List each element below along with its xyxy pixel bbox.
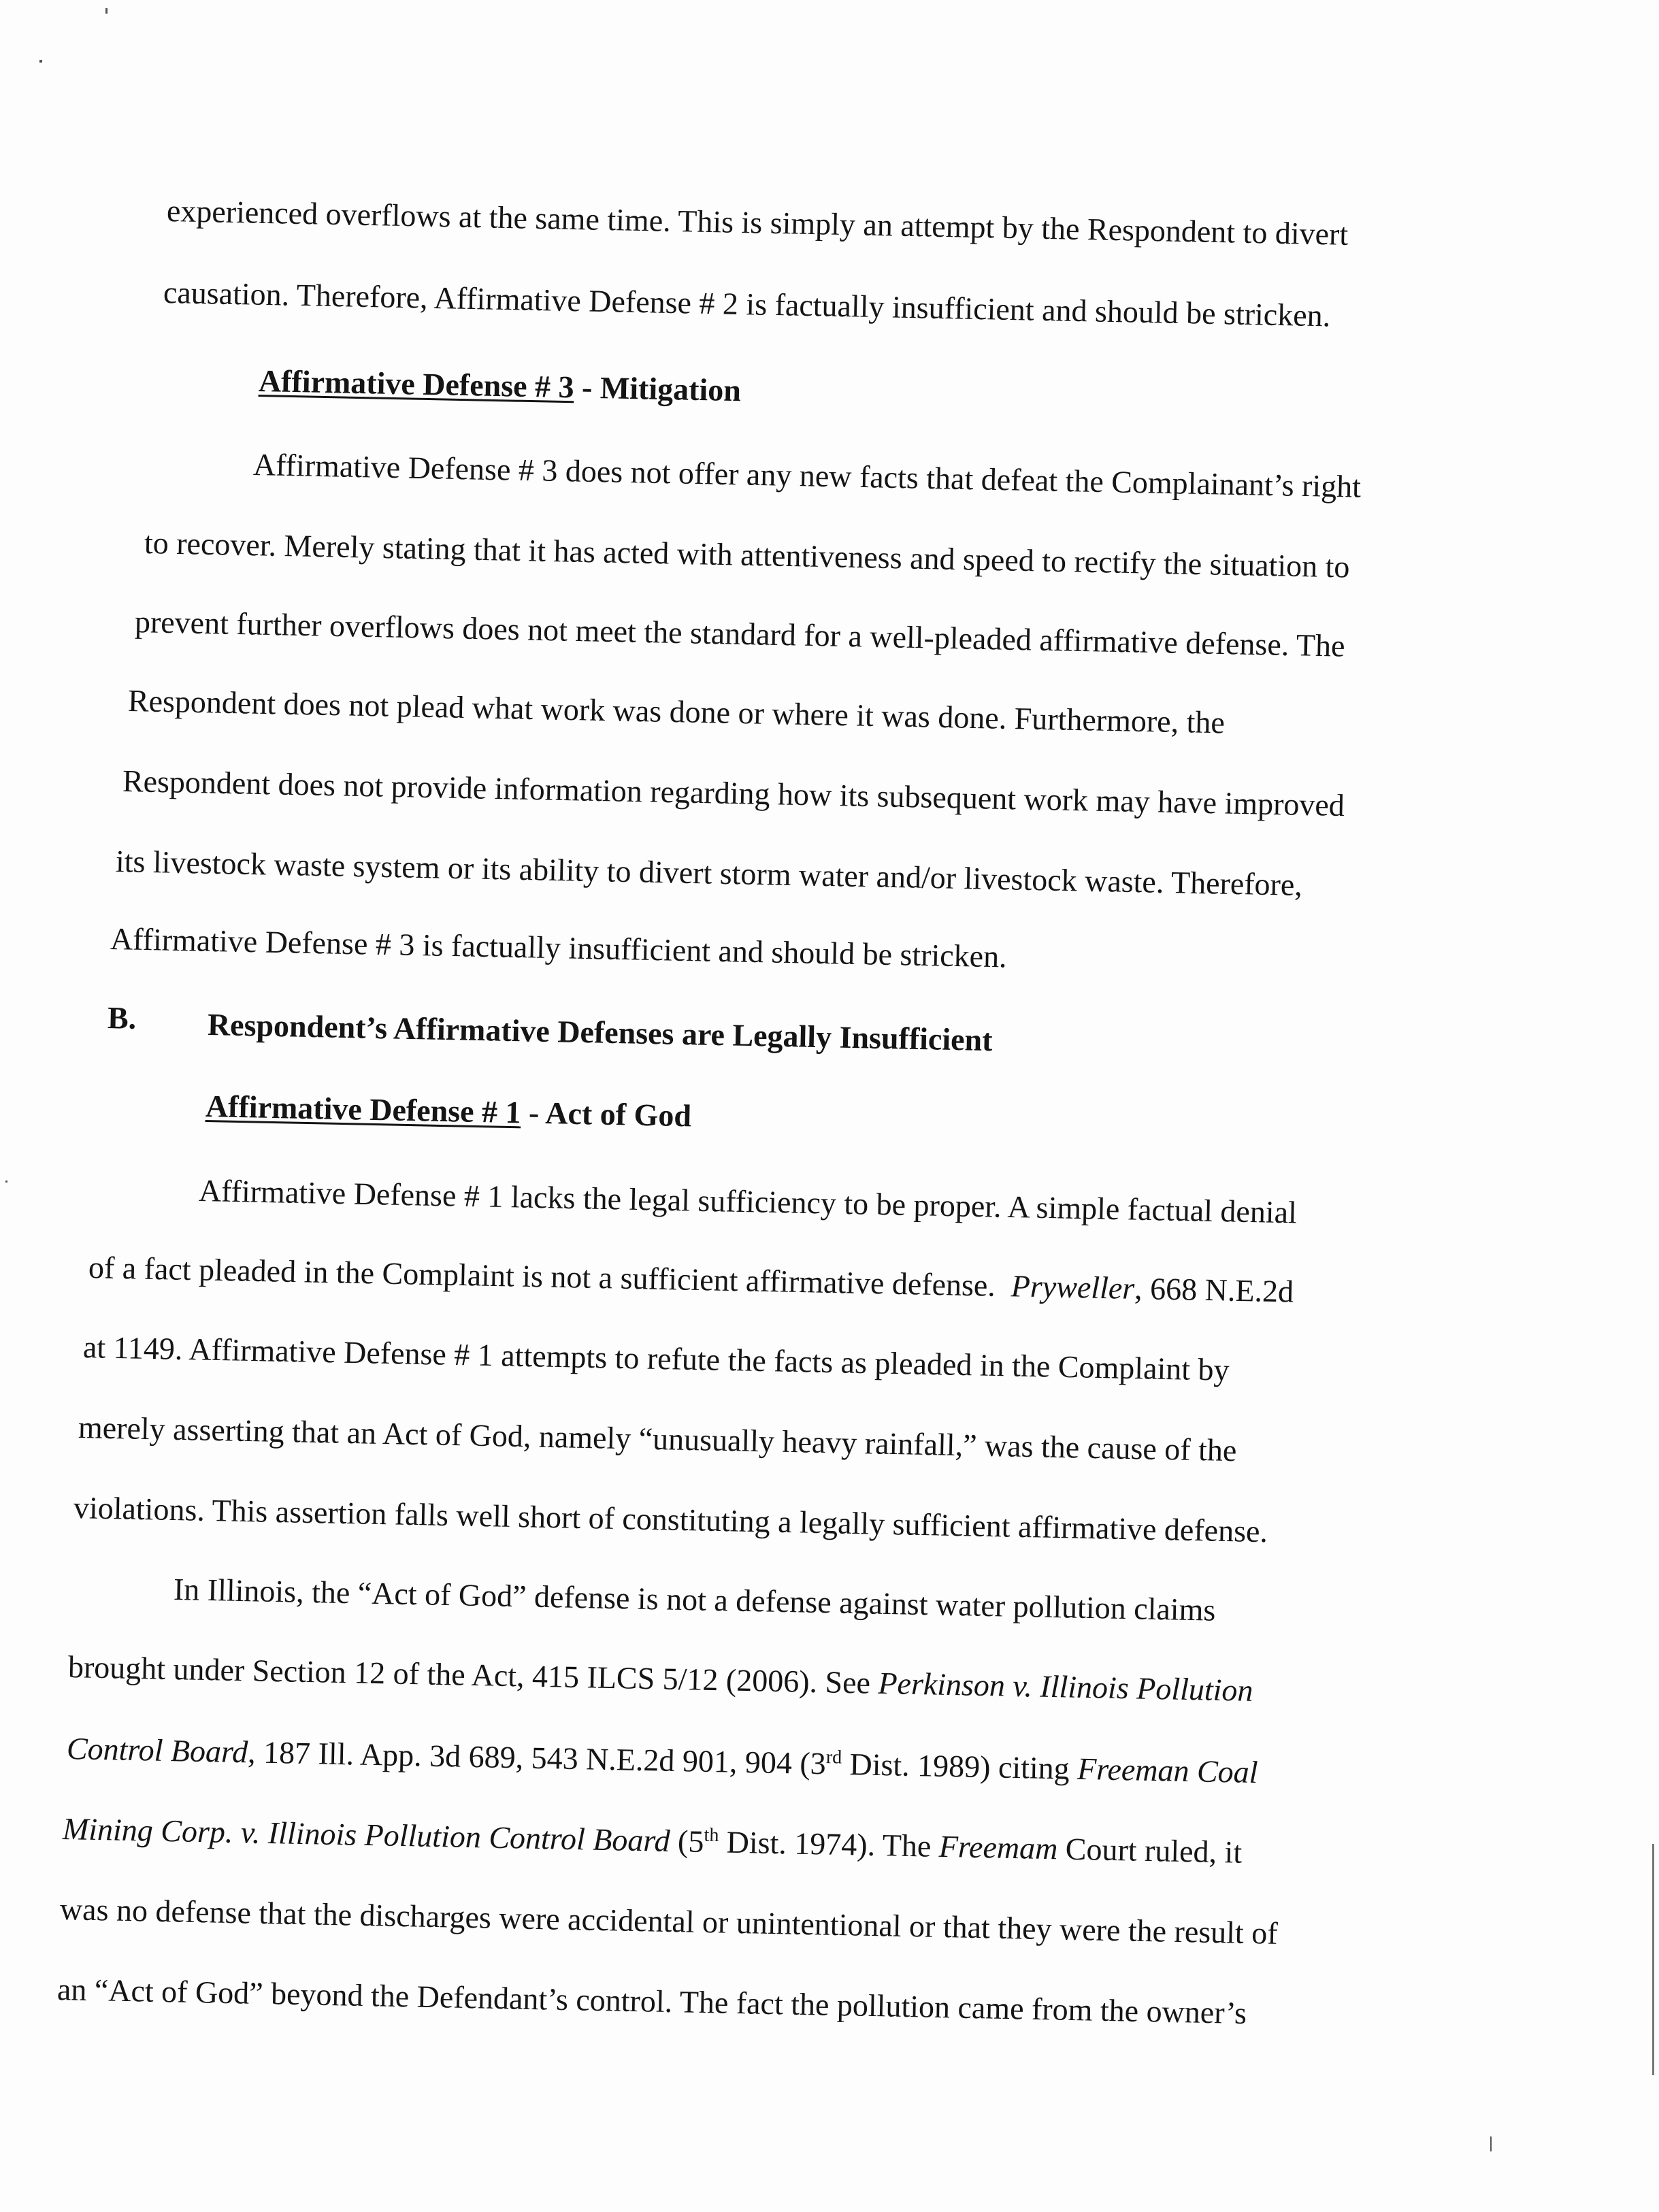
- body-text-line: violations. This assertion falls well short of constituting a legally sufficient affirmative defense.: [73, 1490, 1268, 1549]
- heading-rest-label: - Mitigation: [574, 369, 742, 408]
- case-citation: Freeman Coal: [1077, 1751, 1259, 1790]
- body-text-line: [62, 1810, 1242, 1872]
- body-text-line: an “Act of God” beyond the Defendant’s control. The fact the pollution came from the owner’s: [56, 1972, 1247, 2031]
- body-text-segment: Court ruled, it: [1057, 1831, 1243, 1870]
- scan-speck: [1490, 2136, 1492, 2151]
- body-text-line: Affirmative Defense # 1 lacks the legal sufficiency to be proper. A simple factual denial: [198, 1173, 1298, 1230]
- body-text-line: to recover. Merely stating that it has acted with attentiveness and speed to rectify the situation to: [144, 525, 1350, 584]
- case-citation: Freemam: [938, 1828, 1058, 1866]
- scan-edge-line: [1652, 1844, 1654, 2075]
- ordinal-superscript: th: [704, 1824, 719, 1847]
- scan-speck: [5, 1181, 7, 1183]
- body-text-line: experienced overflows at the same time. This is simply an attempt by the Respondent to divert: [166, 193, 1349, 252]
- heading-affirmative-defense-1: [205, 1087, 691, 1135]
- body-text-line: [88, 1249, 1294, 1311]
- body-text-line: [66, 1730, 1258, 1792]
- body-text-line: its livestock waste system or its ability to divert storm water and/or livestock waste. Therefore,: [115, 844, 1303, 903]
- case-citation: Perkinson v. Illinois Pollution: [877, 1665, 1253, 1708]
- body-text-line: prevent further overflows does not meet the standard for a well-pleaded affirmative defense. The: [134, 604, 1345, 663]
- body-text-line: Affirmative Defense # 3 does not offer any new facts that defeat the Complainant’s right: [252, 447, 1362, 504]
- body-text-line: In Illinois, the “Act of God” defense is not a defense against water pollution claims: [173, 1572, 1216, 1628]
- body-text-line: was no defense that the discharges were accidental or unintentional or that they were the result of: [59, 1892, 1279, 1951]
- ordinal-superscript: rd: [825, 1747, 842, 1768]
- heading-rest-label: - Act of God: [521, 1095, 692, 1134]
- heading-underlined-label: Affirmative Defense # 3: [258, 363, 575, 405]
- body-text-line: Respondent does not provide information regarding how its subsequent work may have improved: [122, 763, 1345, 823]
- section-b-title: Respondent’s Affirmative Defenses are Legally Insufficient: [207, 1007, 993, 1058]
- body-text-line: Respondent does not plead what work was done or where it was done. Furthermore, the: [127, 683, 1226, 740]
- body-text-line: [67, 1648, 1253, 1710]
- heading-affirmative-defense-3: [258, 362, 741, 410]
- body-text-segment: of a fact pleaded in the Complaint is not a sufficient affirmative defense.: [88, 1250, 996, 1303]
- body-text-segment: (5: [670, 1823, 704, 1859]
- body-text-line: merely asserting that an Act of God, namely “unusually heavy rainfall,” was the cause of the: [78, 1410, 1237, 1468]
- body-text-segment: brought under Section 12 of the Act, 415 ILCS 5/12 (2006). See: [67, 1649, 879, 1700]
- body-text-line: causation. Therefore, Affirmative Defense # 2 is factually insufficient and should be stricken.: [163, 275, 1331, 333]
- body-text-segment: , 668 N.E.2d: [1134, 1270, 1294, 1309]
- body-text-segment: Dist. 1974). The: [718, 1824, 940, 1864]
- case-citation: Pryweller: [1011, 1268, 1135, 1306]
- heading-underlined-label: Affirmative Defense # 1: [205, 1089, 522, 1130]
- body-text-segment: Dist. 1989) citing: [841, 1746, 1078, 1786]
- body-text-line: at 1149. Affirmative Defense # 1 attempts to refute the facts as pleaded in the Complaint by: [82, 1330, 1230, 1387]
- scan-speck: [105, 8, 108, 14]
- case-citation: Mining Corp. v. Illinois Pollution Control Board: [62, 1811, 671, 1858]
- body-text-line: Affirmative Defense # 3 is factually insufficient and should be stricken.: [110, 921, 1008, 974]
- body-text-segment: , 187 Ill. App. 3d 689, 543 N.E.2d 901, 904 (3: [247, 1734, 827, 1781]
- section-b-letter: B.: [107, 1000, 137, 1036]
- scan-speck: [39, 60, 42, 63]
- case-citation: Control Board: [66, 1731, 248, 1770]
